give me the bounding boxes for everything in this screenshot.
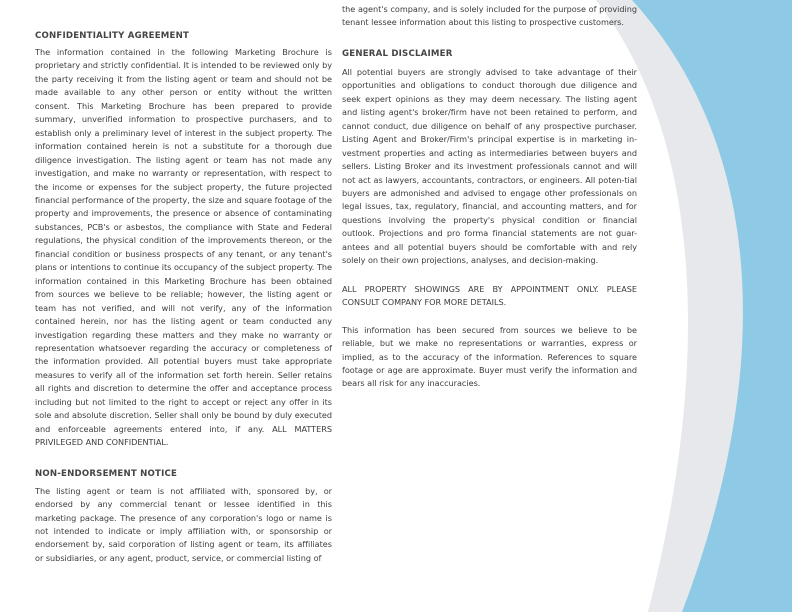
non-endorsement-notice-heading: NON-ENDORSEMENT NOTICE (35, 468, 178, 479)
general-disclaimer-body: All potential buyers are strongly advised to take advantage of their opportunities and obligations to conduct thorough due diligence and seek expert opinions as they may deem necessary. The listing agent and listing agent's broker/firm have not been retained to perform, and cannot conduct, due diligence on behalf of any prospective purchaser. Listing Agent and Broker/Firm's principal expertise is in marketing in-vestment properties and acting as intermediaries between buyers and sellers. Listing Broker and its investment professionals cannot and will not act as lawyers, accountants, contractors, or engineers. All poten-tial buyers are admonished and advised to engage other professionals on legal issues, tax, regulatory, financial, and accounting matters, and for questions involving the property's physical condition or financial outlook. Projections and pro forma financial statements are not guar-antees and all potential buyers should be comfortable with and rely solely on their own projections, analyses, and decision-making. (342, 66, 637, 266)
non-endorsement-notice-continued: the agent's company, and is solely included for the purpose of providing tenant lessee information about this listing to prospective customers. (342, 4, 637, 28)
right-column (342, 0, 637, 391)
left-column (35, 0, 332, 565)
general-disclaimer-heading: GENERAL DISCLAIMER (342, 48, 453, 59)
non-endorsement-notice-body: The listing agent or team is not affiliated with, sponsored by, or endorsed by any commercial tenant or lessee identified in this marketing package. The presence of any corporation's logo or name is not intended to indicate or imply affiliation with, or sponsorship or endorsement by, said corporation of listing agent or team, its affiliates or subsidiaries, or any agent, product, service, or commercial listing of (35, 485, 332, 563)
property-showings-notice: ALL PROPERTY SHOWINGS ARE BY APPOINTMENT ONLY. PLEASE CONSULT COMPANY FOR MORE DETAILS. (342, 283, 637, 308)
confidentiality-agreement-heading: CONFIDENTIALITY AGREEMENT (35, 31, 190, 41)
confidentiality-agreement-body: The information contained in the following Marketing Brochure is proprietary and strictly confidential. It is intended to be reviewed only by the party receiving it from the listing agent or team and should not be made available to any other person or entity without the written consent. This Marketing Brochure has been prepared to provide summary, unverified information to prospective purchasers, and to establish only a preliminary level of interest in the subject property. The information contained herein is not a substitute for a thorough due diligence investigation. The listing agent or team has not made any investigation, and make no warranty or representation, with respect to the income or expenses for the subject property, the future projected financial performance of the property, the size and square footage of the property and improvements, the presence or absence of contaminating substances, PCB's or asbestos, the compliance with State and Federal regulations, the physical condition of the improvements thereon, or the financial condition or business prospects of any tenant, or any tenant's plans or intentions to continue its occupancy of the subject property. The information contained in this Marketing Brochure has been obtained from sources we believe to be reliable; however, the listing agent or team has not verified, and will not verify, any of the information contained herein, nor has the listing agent or team conducted any investigation regarding these matters and they make no warranty or representation whatsoever regarding the accuracy or completeness of the information provided. All potential buyers must take appropriate measures to verify all of the information set forth herein. Seller retains all rights and discretion to determine the offer and acceptance process including but not limited to the right to accept or reject any offer in its sole and absolute discretion. Seller shall only be bound by duly executed and enforceable agreements entered into, if any. ALL MATTERS PRIVILEGED AND CONFIDENTIAL. (35, 47, 332, 448)
information-secured-disclaimer: This information has been secured from sources we believe to be reliable, but we make no representations or warranties, express or implied, as to the accuracy of the information. References to square footage or age are approximate. Buyer must verify the information and bears all risk for any inaccuracies. (342, 324, 637, 389)
